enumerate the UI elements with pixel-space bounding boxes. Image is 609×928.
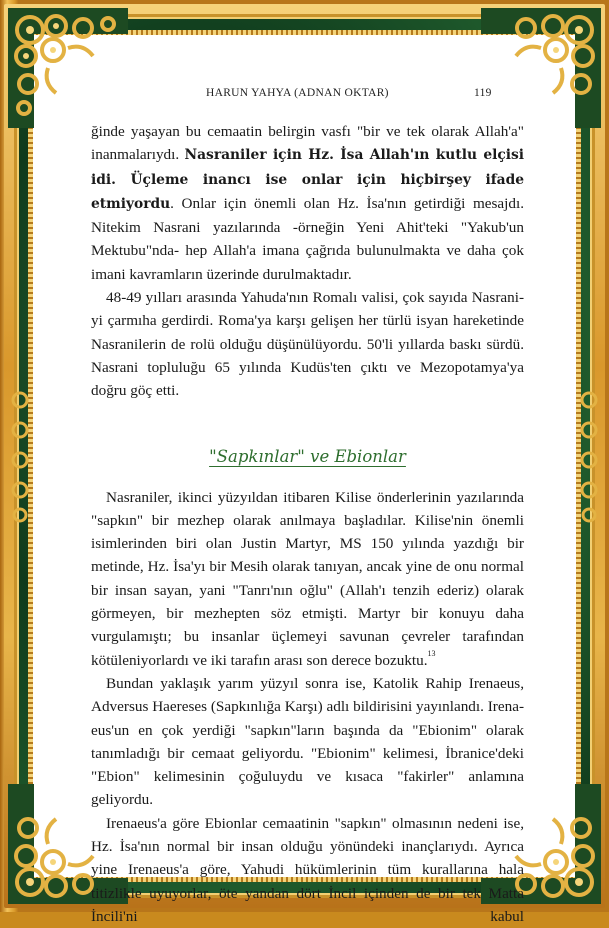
side-ornament-right-icon — [579, 380, 599, 530]
paragraph-2: 48-49 yılları arasında Yahuda'nın Romalı valisi, çok sayıda Nasraniyi çarmıha gerdirdi. Roma'ya karşı gelişen her türlü isyan hareketinde Nasranilerin de rolü olduğu düşünülüyordu. 50'li yıllarda baskı sürdü. Nasrani topluluğu 65 yılında Kudüs'ten çıktı ve Mezopotamya'ya doğru göç etti. — [91, 289, 524, 400]
paragraph-4: Bundan yaklaşık yarım yüzyıl sonra ise, Katolik Rahip Irenaeus, Adversus Haereses (Sapkınlığa Karşı) adlı bildirisini yayınlandı. Irenaeus'un en çok yerdiği "sapkın"ların başında da "Ebionim" olarak tanımladığı bir cemaat geliyordu. "Ebionim" kelimesi, İbranice'deki "Ebion" kelimesinin çoğuluydu ve kısaca "fakirler" anlamına geliyordu. — [91, 674, 524, 809]
section-spacer — [91, 403, 524, 446]
side-ornament-left-icon — [10, 380, 30, 530]
corner-ornament-icon — [8, 8, 128, 128]
bold-emphasis: Nasraniler için Hz. İsa Allah'ın kutlu elçisi idi. Üçleme inancı ise onlar için hiçbirşey ifade etmiyordu — [91, 147, 524, 212]
filigree-icon — [579, 380, 599, 530]
running-title: HARUN YAHYA (ADNAN OKTAR) — [206, 87, 389, 99]
paragraph-text: Nasraniler, ikinci yüzyıldan itibaren Kilise önderlerinin yazılarında "sapkın" bir mezhep olarak anılmaya başladılar. Kilise'nin önemli isimlerinden biri olan Justin Martyr, MS 150 yılında yazdığı bir metinde, Hz. İsa'yı bir Mesih olarak tanıyan, ancak yine de onu normal bir insan sayan, yani "Tanrı'nın oğlu" (Allah'ı tenzih ederiz) olarak görmeyen, bir mezhepten söz etmişti. Martyr bir konuyu daha vurgulamıştı; bu insanlar üçlemeyi savunan çevreler tarafından kötüleniyorlardı ve iki tarafın arası son derece bozuktu. — [91, 488, 524, 669]
paragraph-1 — [91, 120, 524, 286]
paragraph-text: ğinde yaşayan bu cemaatin belirgin vasfı "bir ve tek olarak Allah'a" inanmalarıydı. — [91, 123, 524, 164]
corner-ornament-icon — [481, 8, 601, 128]
paragraph-text: . Onlar için önemli olan Hz. İsa'nın getirdiği mesajdı. Nitekim Nasrani yazılarında -örneğin Yeni Ahit'teki "Yakub'un Mektubu"nda- hep Allah'a imana çağrıda bulunulmakta ve daha çok imani kavramların üzerinde durulmaktadır. — [91, 194, 524, 283]
paragraph-5: Irenaeus'a göre Ebionlar cemaatinin "sapkın" olmasının nedeni ise, Hz. İsa'nın normal bir insan olduğu yönündeki inançlarıydı. Ayrıca yine Irenaeus'a göre, Yahudi hükümlerinin tüm kurallarına hala titizlikle uyuyorlar, öte yandan dört İncil içinden de bir tek Matta İncili'ni kabul — [91, 814, 524, 925]
filigree-icon — [10, 380, 30, 530]
paragraph-3 — [91, 486, 524, 672]
filigree-icon — [8, 8, 128, 128]
section-heading — [91, 446, 524, 486]
footnote-ref[interactable]: 13 — [427, 648, 436, 658]
filigree-icon — [481, 8, 601, 128]
running-header — [0, 87, 609, 103]
page-body — [91, 120, 524, 928]
section-heading-text: "Sapkınlar" ve Ebionlar — [209, 446, 406, 466]
page-number: 119 — [474, 87, 492, 99]
